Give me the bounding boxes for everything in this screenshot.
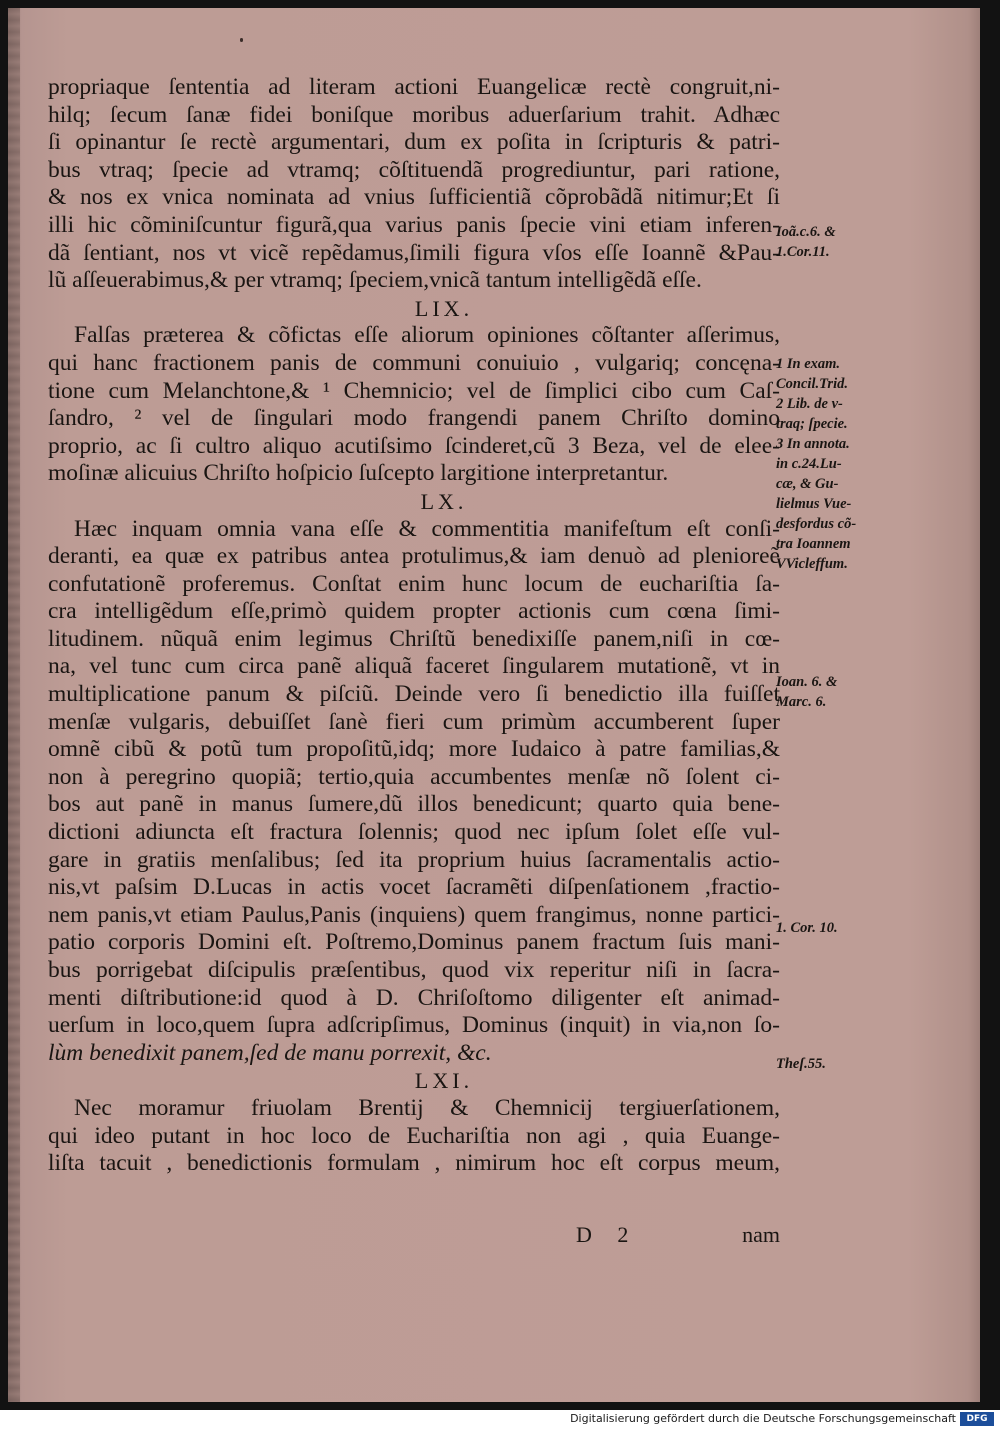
text-line: tione cum Melanchtone,& ¹ Chemnicio; vel de ſimplici cibo cum Caſ- — [48, 377, 780, 404]
text-line: nem panis,vt etiam Paulus,Panis (inquiens) quem frangimus, nonne partici- — [48, 901, 780, 928]
text-line: ſandro, ² vel de ſingulari modo frangendi panem Chriſto domino — [48, 405, 780, 432]
text-line: gare in gratiis menſalibus; ſed ita proprium huius ſacramentalis actio- — [48, 846, 780, 873]
text-line: Hæc inquam omnia vana eſſe & commentitia manifeſtum eſt conſi- — [74, 515, 780, 542]
text-line: illi hic cõminiſcuntur figurã,qua varius panis ſpecie vini etiam inferen- — [48, 211, 780, 238]
text-line: menſæ vulgaris, debuiſſet ſanè fieri cum primùm accumberent ſuper — [48, 708, 780, 735]
margin-note: desfordus cõ- — [776, 516, 857, 532]
margin-note: 1.Cor.11. — [776, 244, 830, 260]
text-line: litudinem. nũquã enim legimus Chriſtũ benedixiſſe panem,niſi in cœ- — [48, 625, 780, 652]
text-line: propriaque ſententia ad literam actioni Euangelicæ rectè congruit,ni- — [48, 74, 780, 100]
text-line: dictioni adiuncta eſt fractura ſolennis; quod nec ipſum ſolet eſſe vul- — [48, 819, 780, 846]
margin-note: VVicleffum. — [776, 556, 848, 572]
text-line: bus vtraq; ſpecie ad vtramq; cõſtituendã progrediuntur, pari ratione, — [48, 156, 780, 183]
text-line: lùm benedixit panem,ſed de manu porrexit, &c. — [48, 1039, 492, 1066]
text-line: ſi opinantur ſe rectè argumentari, dum ex poſita in ſcripturis & patri- — [48, 129, 780, 156]
catchword: nam — [742, 1222, 780, 1247]
text-line: na, vel tunc cum circa panẽ aliquã faceret ſingularem mutationẽ, vt in — [48, 653, 780, 680]
margin-note: Marc. 6. — [776, 694, 827, 710]
margin-notes-group-2 — [776, 354, 896, 574]
margin-note: lielmus Vue- — [776, 496, 852, 512]
text-line: cra intelligẽdum eſſe,primò quidem propter actionis cum cœna ſimi- — [48, 598, 780, 625]
margin-note: traq; ſpecie. — [776, 416, 848, 432]
text-line: omnẽ cibũ & potũ tum propoſitũ,idq; more Iudaico à patre familias,& — [48, 736, 780, 763]
text-line: multiplicatione panum & piſciũ. Deinde vero ſi benedictio illa fuiſſet — [48, 681, 780, 708]
text-line: nis,vt paſsim D.Lucas in actis vocet ſacramẽti diſpenſationem ,fractio- — [48, 874, 780, 901]
margin-note: tra Ioannem — [776, 536, 851, 552]
text-line: & nos ex vnica nominata ad vnius ſufficientiã cõprobãdã nitimur;Et ſi — [48, 184, 780, 211]
margin-notes-group-1 — [776, 222, 896, 262]
text-line: qui hanc fractionem panis de communi conuiuio , vulgariq; concęna- — [48, 349, 780, 376]
margin-note: Theſ.55. — [776, 1056, 826, 1072]
margin-note: 1. Cor. 10. — [776, 920, 838, 936]
text-line: deranti, ea quæ ex patribus antea protulimus,& iam denuò ad plenioreẽ — [48, 543, 780, 570]
margin-note: cæ, & Gu- — [776, 476, 839, 492]
section-heading-61: LXI. — [414, 1068, 474, 1094]
margin-note: 3 In annota. — [776, 436, 850, 452]
page-body — [48, 74, 780, 1178]
margin-notes-group-4 — [776, 918, 896, 938]
text-line: qui ideo putant in hoc loco de Euchariſtia non agi , quia Euange- — [48, 1122, 780, 1149]
text-line: menti diſtributione:id quod à D. Chriſoſtomo diligenter eſt animad- — [48, 984, 780, 1011]
text-line: confutationẽ proferemus. Conſtat enim hunc locum de euchariſtia ſa- — [48, 570, 780, 597]
margin-note: in c.24.Lu- — [776, 456, 842, 472]
text-line: non à peregrino quopiã; tertio,quia accumbentes menſæ nõ ſolent ci- — [48, 763, 780, 790]
text-line: liſta tacuit , benedictionis formulam , nimirum hoc eſt corpus meum, — [48, 1150, 780, 1177]
text-line: bus porrigebat diſcipulis præſentibus, quod vix reperitur niſi in ſacra- — [48, 957, 780, 983]
text-line: moſinæ alicuius Chriſto hoſpicio ſuſcepto largitione interpretantur. — [48, 460, 669, 487]
credit-bar — [0, 1410, 1000, 1429]
text-line: Falſas præterea & cõfictas eſſe aliorum opiniones cõſtanter aſſerimus, — [74, 322, 780, 349]
text-line: patio corporis Domini eſt. Poſtremo,Dominus panem fractum ſuis mani- — [48, 929, 780, 956]
dfg-logo-icon: DFG — [960, 1412, 994, 1426]
text-line: bos aut panẽ in manus ſumere,dũ illos benedicunt; quarto quia bene- — [48, 791, 780, 818]
margin-note: Ioã.c.6. & — [776, 224, 836, 240]
margin-note: 1 In exam. — [776, 356, 841, 372]
margin-note: 2 Lib. de v- — [776, 396, 843, 412]
section-heading-60: LX. — [420, 488, 468, 514]
text-line: hilq; ſecum ſanæ fidei boniſque moribus aduerſarium trahit. Adhæc — [48, 101, 780, 128]
text-line: proprio, ac ſi cultro aliquo acutiſsimo ſcinderet,cũ 3 Beza, vel de elee- — [48, 432, 780, 459]
margin-notes-group-5 — [776, 1054, 896, 1074]
signature-mark: D 2 — [576, 1222, 639, 1247]
funding-credit: Digitalisierung gefördert durch die Deutsche Forschungsgemeinschaft — [570, 1412, 956, 1425]
page-footer — [48, 1222, 780, 1252]
text-line: uerſum in loco,quem ſupra adſcripſimus, Dominus (inquit) in via,non ſo- — [48, 1012, 780, 1039]
margin-note: Concil.Trid. — [776, 376, 848, 392]
text-line: lũ aſſeuerabimus,& per vtramq; ſpeciem,vnicã tantum intelligẽdã eſſe. — [48, 267, 702, 294]
ink-speck — [240, 38, 243, 42]
margin-note: Ioan. 6. & — [776, 674, 838, 690]
margin-notes-group-3 — [776, 672, 896, 712]
text-line: Nec moramur friuolam Brentij & Chemnicij tergiuerſationem, — [74, 1094, 780, 1121]
book-spine-edge — [8, 8, 20, 1402]
text-line: dã ſentiant, nos vt vicẽ repẽdamus,ſimili figura vſos eſſe Ioannẽ &Pau- — [48, 239, 780, 266]
section-heading-59: LIX. — [414, 295, 474, 321]
